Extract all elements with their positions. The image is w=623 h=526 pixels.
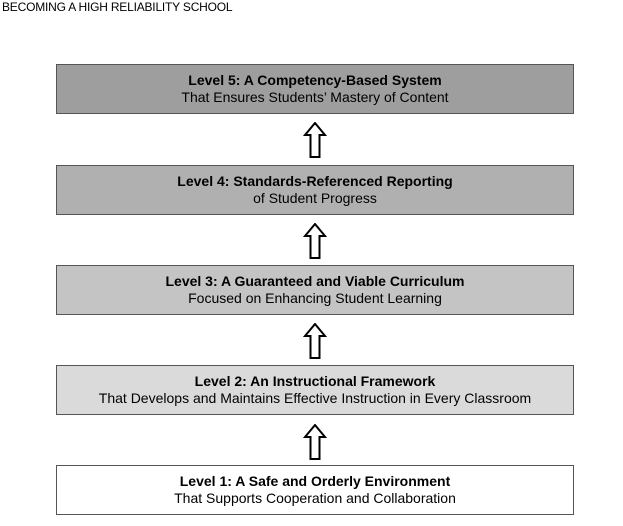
level-1-title: Level 1: A Safe and Orderly Environment xyxy=(179,473,451,489)
up-arrow-icon xyxy=(303,424,327,460)
up-arrow-icon xyxy=(303,223,327,259)
level-3-subtitle: Focused on Enhancing Student Learning xyxy=(188,290,442,306)
level-4-subtitle: of Student Progress xyxy=(253,190,377,206)
level-4-title: Level 4: Standards-Referenced Reporting xyxy=(177,173,453,189)
up-arrow-icon xyxy=(303,323,327,359)
level-4-box xyxy=(56,165,574,215)
level-2-subtitle: That Develops and Maintains Effective Instruction in Every Classroom xyxy=(98,390,532,406)
level-1-box xyxy=(56,465,574,515)
level-5-subtitle: That Ensures Students’ Mastery of Content xyxy=(181,89,449,105)
level-2-title: Level 2: An Instructional Framework xyxy=(194,373,436,389)
level-2-box xyxy=(56,365,574,415)
up-arrow-icon xyxy=(303,122,327,158)
level-3-box xyxy=(56,265,574,315)
level-1-subtitle: That Supports Cooperation and Collaboration xyxy=(174,490,456,506)
level-3-title: Level 3: A Guaranteed and Viable Curriculum xyxy=(165,273,465,289)
level-5-box xyxy=(56,64,574,114)
level-5-title: Level 5: A Competency-Based System xyxy=(188,72,442,88)
page-header: BECOMING A HIGH RELIABILITY SCHOOL xyxy=(2,0,233,14)
